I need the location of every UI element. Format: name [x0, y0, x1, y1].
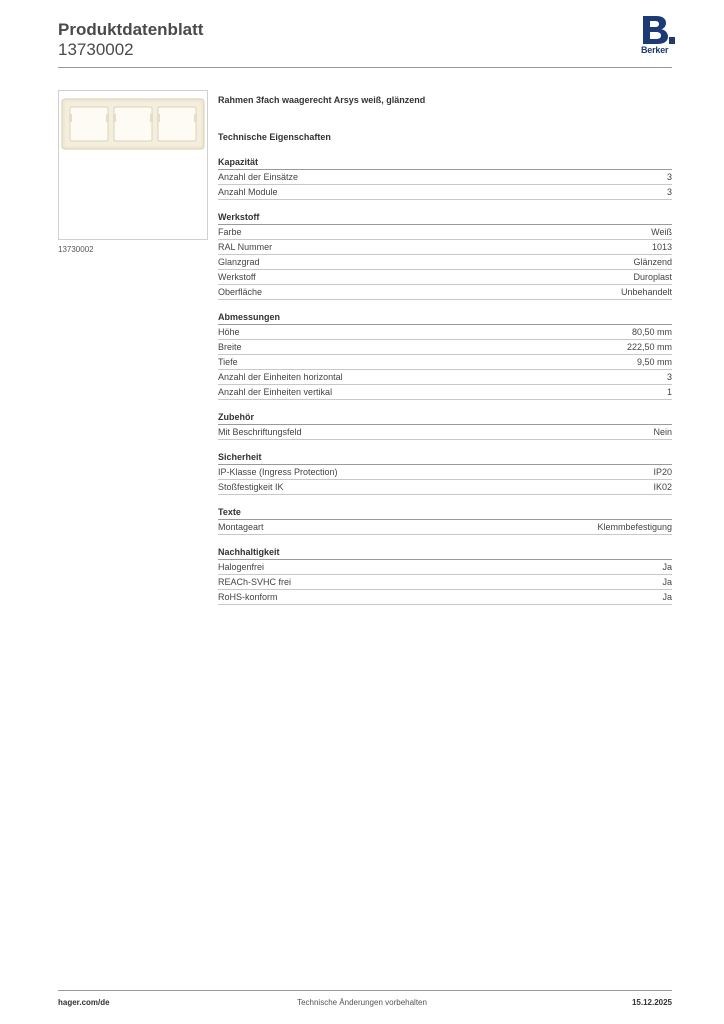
- property-row: [218, 225, 672, 240]
- document-number: 13730002: [58, 40, 134, 59]
- property-value: 3: [666, 187, 672, 197]
- property-row: [218, 520, 672, 535]
- property-row: [218, 270, 672, 285]
- property-row: [218, 480, 672, 495]
- property-row: [218, 240, 672, 255]
- logo-text: Berker: [641, 45, 669, 55]
- property-label: Glanzgrad: [218, 257, 260, 267]
- frame-3fold-illustration: [59, 91, 207, 239]
- property-section: [218, 411, 672, 440]
- footer-divider: [58, 990, 672, 991]
- property-value: IK02: [653, 482, 672, 492]
- section-title: Werkstoff: [218, 211, 672, 225]
- section-title: Kapazität: [218, 156, 672, 170]
- property-section: [218, 546, 672, 605]
- property-value: 1: [666, 387, 672, 397]
- section-title: Abmessungen: [218, 311, 672, 325]
- property-value: Weiß: [651, 227, 672, 237]
- property-label: Stoßfestigkeit IK: [218, 482, 284, 492]
- property-value: Nein: [653, 427, 672, 437]
- property-label: Breite: [218, 342, 242, 352]
- berker-b-icon: [641, 16, 675, 44]
- berker-logo: [641, 16, 675, 56]
- section-title: Texte: [218, 506, 672, 520]
- property-value: 80,50 mm: [631, 327, 672, 337]
- footer-website: hager.com/de: [58, 998, 110, 1007]
- property-value: 222,50 mm: [626, 342, 672, 352]
- product-name: Rahmen 3fach waagerecht Arsys weiß, glänzend: [218, 95, 426, 105]
- property-label: Mit Beschriftungsfeld: [218, 427, 302, 437]
- property-label: Anzahl der Einheiten vertikal: [218, 387, 333, 397]
- property-row: [218, 255, 672, 270]
- property-label: Farbe: [218, 227, 242, 237]
- product-details: [218, 95, 672, 616]
- property-label: Anzahl Module: [218, 187, 278, 197]
- section-title: Zubehör: [218, 411, 672, 425]
- property-label: IP-Klasse (Ingress Protection): [218, 467, 338, 477]
- property-row: [218, 575, 672, 590]
- property-row: [218, 370, 672, 385]
- property-row: [218, 285, 672, 300]
- property-section: [218, 211, 672, 300]
- property-value: Ja: [662, 562, 672, 572]
- product-image: [58, 90, 208, 240]
- properties-sections: [218, 156, 672, 605]
- property-label: Oberfläche: [218, 287, 263, 297]
- property-row: [218, 185, 672, 200]
- property-section: [218, 156, 672, 200]
- property-label: RoHS-konform: [218, 592, 278, 602]
- property-value: 9,50 mm: [636, 357, 672, 367]
- property-row: [218, 355, 672, 370]
- footer-date: 15.12.2025: [631, 998, 672, 1007]
- property-section: [218, 506, 672, 535]
- document-title: Produktdatenblatt: [58, 20, 204, 39]
- header-divider: [58, 67, 672, 68]
- property-row: [218, 340, 672, 355]
- property-value: Klemmbefestigung: [597, 522, 672, 532]
- property-row: [218, 465, 672, 480]
- property-label: Höhe: [218, 327, 240, 337]
- property-value: Duroplast: [633, 272, 672, 282]
- property-row: [218, 325, 672, 340]
- property-row: [218, 425, 672, 440]
- property-value: 3: [666, 372, 672, 382]
- property-label: Montageart: [218, 522, 264, 532]
- properties-heading: Technische Eigenschaften: [218, 132, 331, 142]
- property-label: Anzahl der Einsätze: [218, 172, 299, 182]
- property-row: [218, 590, 672, 605]
- property-label: Anzahl der Einheiten horizontal: [218, 372, 343, 382]
- section-title: Sicherheit: [218, 451, 672, 465]
- footer-disclaimer: Technische Änderungen vorbehalten: [297, 998, 427, 1007]
- property-value: Ja: [662, 592, 672, 602]
- property-value: Ja: [662, 577, 672, 587]
- property-section: [218, 451, 672, 495]
- property-label: Tiefe: [218, 357, 238, 367]
- section-title: Nachhaltigkeit: [218, 546, 672, 560]
- property-label: RAL Nummer: [218, 242, 273, 252]
- property-value: IP20: [653, 467, 672, 477]
- image-caption: 13730002: [58, 245, 94, 254]
- property-value: Unbehandelt: [620, 287, 672, 297]
- property-label: Halogenfrei: [218, 562, 265, 572]
- property-row: [218, 385, 672, 400]
- property-value: 1013: [651, 242, 672, 252]
- property-label: Werkstoff: [218, 272, 256, 282]
- property-label: REACh-SVHC frei: [218, 577, 292, 587]
- property-section: [218, 311, 672, 400]
- property-value: 3: [666, 172, 672, 182]
- property-row: [218, 170, 672, 185]
- property-value: Glänzend: [633, 257, 672, 267]
- property-row: [218, 560, 672, 575]
